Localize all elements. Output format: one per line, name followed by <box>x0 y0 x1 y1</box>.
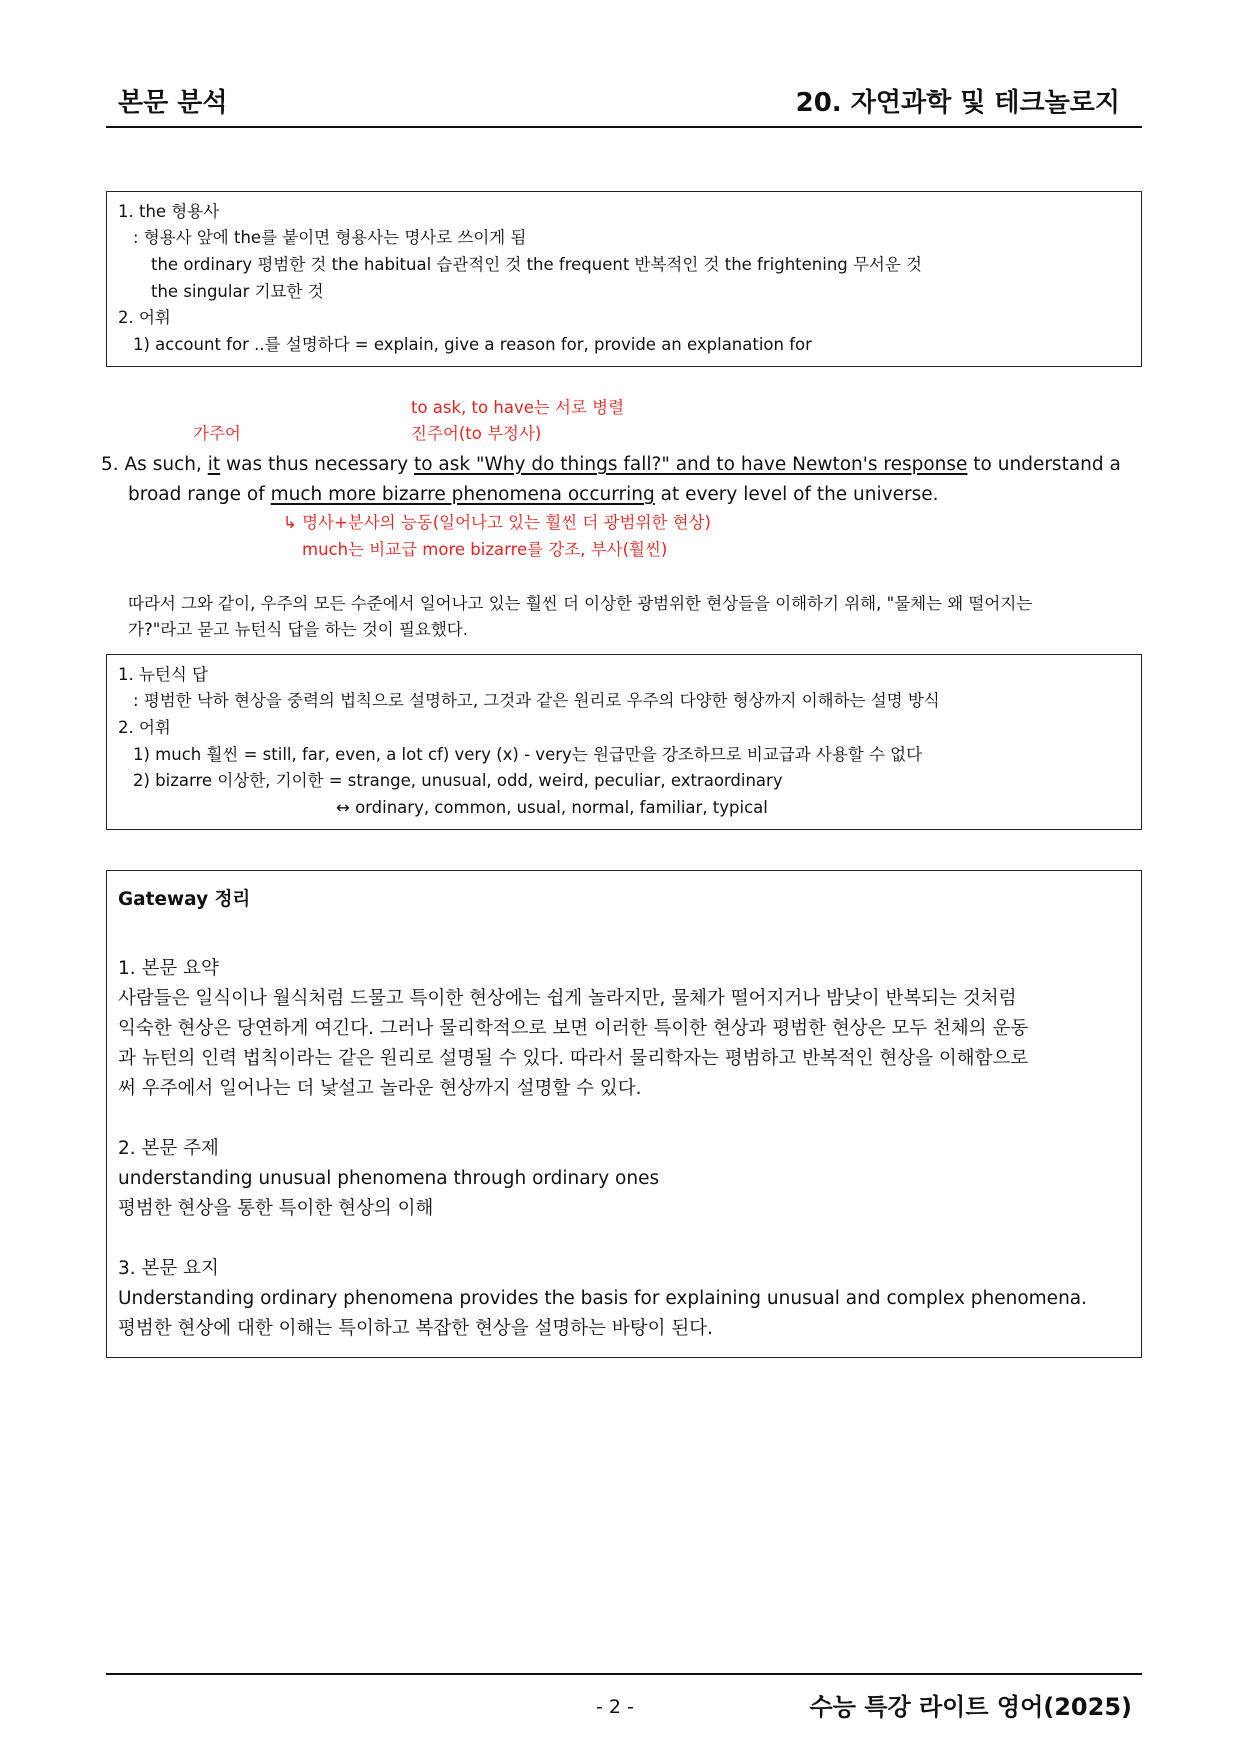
gist-heading: 3. 본문 요지 <box>118 1258 219 1279</box>
box2-line: 2. 어휘 <box>118 718 171 737</box>
box1-line: 2. 어휘 <box>118 308 171 327</box>
box2-line: 1. 뉴턴식 답 <box>118 665 208 684</box>
sentence-to-infinitives: to ask "Why do things fall?" and to have Newton's response <box>413 454 968 475</box>
summary-line: 써 우주에서 일어나는 더 낯설고 놀라운 현상까지 설명할 수 있다. <box>118 1078 642 1099</box>
annotation-much: much는 비교급 more bizarre를 강조, 부사(훨씬) <box>302 540 668 559</box>
header-rule <box>106 126 1142 128</box>
box1-line: the ordinary 평범한 것 the habitual 습관적인 것 the frequent 반복적인 것 the frightening 무서운 것 <box>151 255 922 274</box>
chapter-title: 20. 자연과학 및 테크놀로지 <box>795 88 1120 118</box>
sentence-line-2 <box>128 486 939 505</box>
summary-heading: 1. 본문 요약 <box>118 958 219 979</box>
sentence-text: at every level of the universe. <box>654 484 939 505</box>
annotation-real-subject: 진주어(to 부정사) <box>411 424 542 443</box>
box1-line: 1. the 형용사 <box>118 202 220 221</box>
box2-line: ↔ ordinary, common, usual, normal, familiar, typical <box>336 798 768 817</box>
gist-line: 평범한 현상에 대한 이해는 특이하고 복잡한 현상을 설명하는 바탕이 된다. <box>118 1318 713 1339</box>
sentence-text: broad range of <box>128 484 271 505</box>
box1-line: 1) account for ..를 설명하다 = explain, give a reason for, provide an explanation for <box>133 335 812 354</box>
page-number: - 2 - <box>596 1696 634 1718</box>
gateway-summary-box <box>106 870 1142 1358</box>
sentence-phenomena-phrase: much more bizarre phenomena occurring <box>270 484 655 505</box>
summary-line: 익숙한 현상은 당연하게 여긴다. 그러나 물리학적으로 보면 이러한 특이한 현상과 평범한 현상은 모두 천체의 운동 <box>118 1018 1029 1039</box>
sentence-line-1 <box>101 456 1121 475</box>
sentence-text: 5. As such, <box>101 454 208 475</box>
vocab-box-2 <box>106 654 1142 830</box>
box2-line: : 평범한 낙하 현상을 중력의 법칙으로 설명하고, 그것과 같은 원리로 우주의 다양한 형상까지 이해하는 설명 방식 <box>133 691 940 710</box>
summary-line: 과 뉴턴의 인력 법칙이라는 같은 원리로 설명될 수 있다. 따라서 물리학자는 평범하고 반복적인 현상을 이해함으로 <box>118 1048 1029 1069</box>
sentence-it: it <box>207 454 221 475</box>
translation-line: 가?"라고 묻고 뉴턴식 답을 하는 것이 필요했다. <box>128 620 468 639</box>
footer-rule <box>106 1673 1142 1675</box>
annotation-participle: ↳ 명사+분사의 능동(일어나고 있는 훨씬 더 광범위한 현상) <box>283 513 711 532</box>
box2-line: 1) much 훨씬 = still, far, even, a lot cf) very (x) - very는 원급만을 강조하므로 비교급과 사용할 수 없다 <box>133 745 923 764</box>
vocab-box-1 <box>106 191 1142 367</box>
annotation-fake-subject: 가주어 <box>193 424 241 443</box>
topic-heading: 2. 본문 주제 <box>118 1138 219 1159</box>
box2-line: 2) bizarre 이상한, 기이한 = strange, unusual, odd, weird, peculiar, extraordinary <box>133 771 783 790</box>
section-title: 본문 분석 <box>118 88 228 118</box>
box1-line: the singular 기묘한 것 <box>151 282 324 301</box>
translation-line: 따라서 그와 같이, 우주의 모든 수준에서 일어나고 있는 훨씬 더 이상한 광범위한 현상들을 이해하기 위해, "물체는 왜 떨어지는 <box>128 594 1033 613</box>
box1-line: : 형용사 앞에 the를 붙이면 형용사는 명사로 쓰이게 됨 <box>133 228 527 247</box>
gateway-title: Gateway 정리 <box>118 889 251 910</box>
topic-line: 평범한 현상을 통한 특이한 현상의 이해 <box>118 1198 434 1219</box>
sentence-text: was thus necessary <box>220 454 414 475</box>
topic-line: understanding unusual phenomena through ordinary ones <box>118 1168 660 1189</box>
book-title: 수능 특강 라이트 영어(2025) <box>809 1693 1132 1721</box>
gist-line: Understanding ordinary phenomena provides the basis for explaining unusual and complex phenomena. <box>118 1288 1088 1309</box>
sentence-text: to understand a <box>967 454 1121 475</box>
summary-line: 사람들은 일식이나 월식처럼 드물고 특이한 현상에는 쉽게 놀라지만, 물체가 떨어지거나 밤낮이 반복되는 것처럼 <box>118 988 1017 1009</box>
annotation-parallel: to ask, to have는 서로 병렬 <box>411 398 625 417</box>
